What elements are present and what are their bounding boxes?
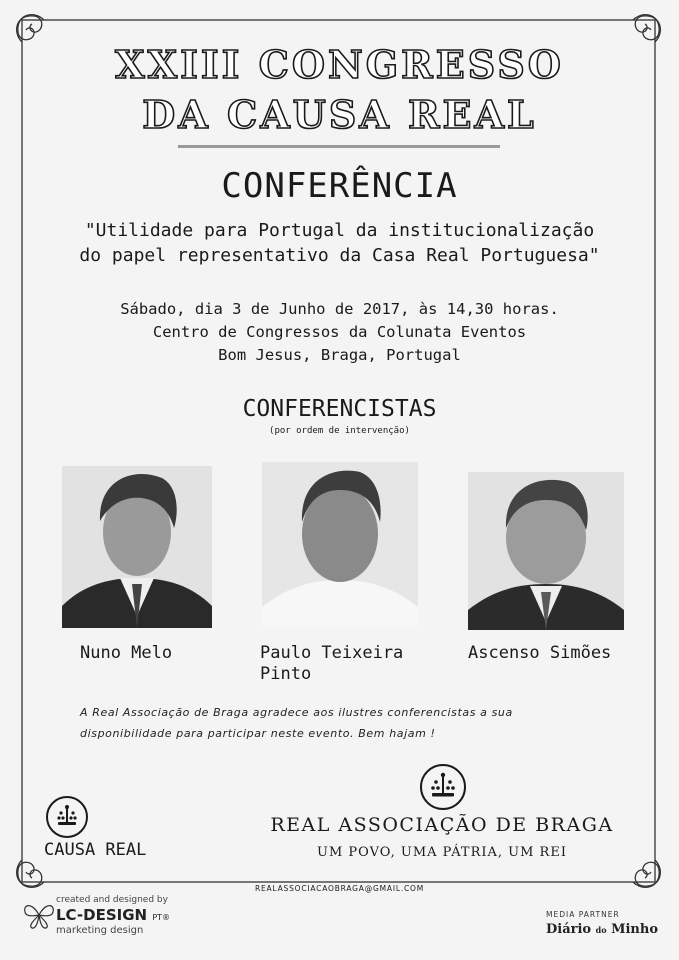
causa-real-crest-icon	[46, 796, 88, 838]
association-name: REAL ASSOCIAÇÃO DE BRAGA	[270, 814, 614, 836]
designer-name: LC-DESIGN PT®	[56, 906, 171, 924]
event-date: Sábado, dia 3 de Junho de 2017, às 14,30 horas.	[120, 300, 559, 318]
thanks-note	[80, 702, 600, 744]
speakers-subheading: (por ordem de intervenção)	[269, 426, 410, 436]
speaker-name-1: Nuno Melo	[80, 643, 173, 663]
event-location: Bom Jesus, Braga, Portugal	[218, 346, 461, 364]
butterfly-icon	[22, 898, 56, 932]
speaker-photo-3	[468, 472, 624, 630]
congress-title-line2: DA CAUSA REAL	[142, 92, 537, 137]
thanks-line1: A Real Associação de Braga agradece aos ilustres conferencistas a sua	[80, 706, 513, 719]
designer-credit: created and designed by	[56, 895, 168, 905]
speaker-name-3: Ascenso Simões	[468, 643, 612, 663]
contact-email[interactable]: REALASSOCIACAOBRAGA@GMAIL.COM	[254, 884, 425, 893]
media-partner-label: MEDIA PARTNER	[546, 910, 620, 919]
designer-tagline: marketing design	[56, 925, 144, 936]
theme-line2: do papel representativo da Casa Real Portuguesa"	[79, 245, 600, 266]
theme-line1: "Utilidade para Portugal da institucionalização	[84, 220, 595, 241]
association-crest-icon	[420, 764, 466, 810]
speaker-name-2: Paulo Teixeira Pinto	[260, 643, 404, 684]
ornamental-border	[14, 12, 663, 890]
designer-suffix: PT®	[152, 913, 171, 922]
speaker-photo-2	[262, 462, 418, 628]
causa-real-label: CAUSA REAL	[44, 840, 147, 860]
conference-theme	[0, 218, 679, 268]
event-venue: Centro de Congressos da Colunata Eventos	[152, 323, 527, 341]
speaker-photo-1	[62, 466, 212, 628]
congress-title-line1: XXIII CONGRESSO	[115, 42, 564, 87]
thanks-line2: disponibilidade para participar neste evento. Bem hajam !	[80, 727, 436, 740]
title-divider	[178, 145, 500, 148]
event-details	[0, 298, 679, 367]
speakers-heading: CONFERENCISTAS	[242, 396, 437, 422]
association-motto: UM POVO, UMA PÁTRIA, UM REI	[317, 845, 567, 860]
media-partner-logo: Diário do Minho	[546, 922, 658, 937]
conference-heading: CONFERÊNCIA	[221, 166, 458, 206]
